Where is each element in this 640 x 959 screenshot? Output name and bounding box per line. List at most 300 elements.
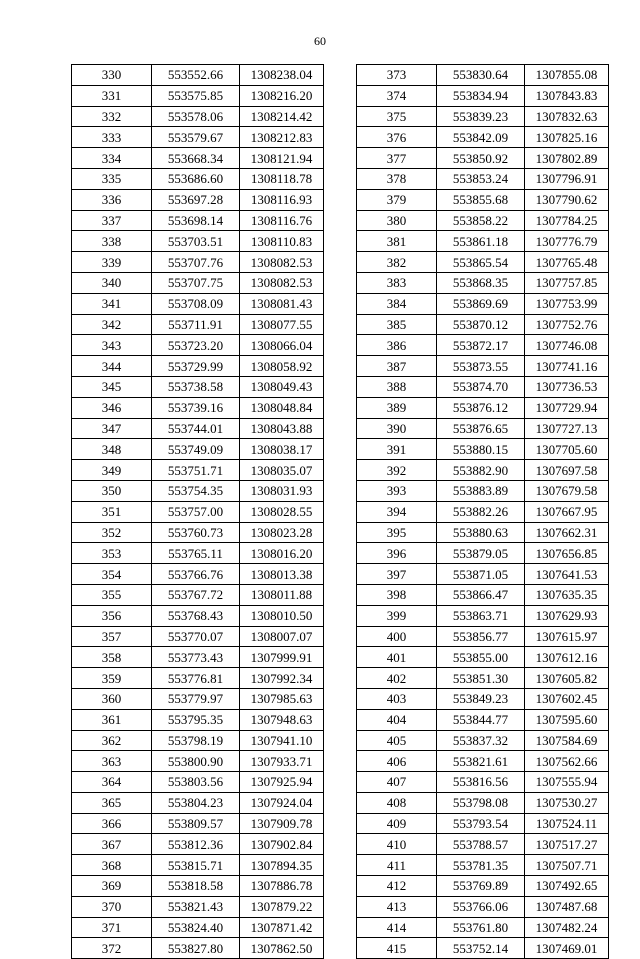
point-number-cell: 415 xyxy=(357,938,437,959)
y-coordinate-cell: 1307985.63 xyxy=(240,688,324,709)
point-number-cell: 375 xyxy=(357,106,437,127)
x-coordinate-cell: 553738.58 xyxy=(152,376,240,397)
x-coordinate-cell: 553798.08 xyxy=(437,792,525,813)
x-coordinate-cell: 553876.12 xyxy=(437,397,525,418)
table-row xyxy=(357,772,609,793)
table-row xyxy=(357,418,609,439)
table-row xyxy=(72,127,324,148)
table-row xyxy=(357,376,609,397)
table-row xyxy=(72,876,324,897)
y-coordinate-cell: 1307843.83 xyxy=(525,85,609,106)
y-coordinate-cell: 1308077.55 xyxy=(240,314,324,335)
x-coordinate-cell: 553863.71 xyxy=(437,605,525,626)
point-number-cell: 370 xyxy=(72,896,152,917)
point-number-cell: 343 xyxy=(72,335,152,356)
point-number-cell: 399 xyxy=(357,605,437,626)
table-row xyxy=(357,543,609,564)
y-coordinate-cell: 1307894.35 xyxy=(240,855,324,876)
table-row xyxy=(357,647,609,668)
table-row xyxy=(357,168,609,189)
point-number-cell: 337 xyxy=(72,210,152,231)
x-coordinate-cell: 553793.54 xyxy=(437,813,525,834)
y-coordinate-cell: 1308238.04 xyxy=(240,65,324,86)
x-coordinate-cell: 553869.69 xyxy=(437,293,525,314)
point-number-cell: 394 xyxy=(357,501,437,522)
x-coordinate-cell: 553686.60 xyxy=(152,168,240,189)
y-coordinate-cell: 1307469.01 xyxy=(525,938,609,959)
y-coordinate-cell: 1308058.92 xyxy=(240,356,324,377)
point-number-cell: 334 xyxy=(72,148,152,169)
x-coordinate-cell: 553698.14 xyxy=(152,210,240,231)
point-number-cell: 393 xyxy=(357,480,437,501)
x-coordinate-cell: 553844.77 xyxy=(437,709,525,730)
point-number-cell: 352 xyxy=(72,522,152,543)
table-row xyxy=(357,293,609,314)
y-coordinate-cell: 1307862.50 xyxy=(240,938,324,959)
x-coordinate-cell: 553882.90 xyxy=(437,460,525,481)
point-number-cell: 372 xyxy=(72,938,152,959)
y-coordinate-cell: 1307629.93 xyxy=(525,605,609,626)
table-row xyxy=(72,65,324,86)
y-coordinate-cell: 1307796.91 xyxy=(525,168,609,189)
x-coordinate-cell: 553873.55 xyxy=(437,356,525,377)
table-row xyxy=(72,252,324,273)
point-number-cell: 354 xyxy=(72,564,152,585)
point-number-cell: 350 xyxy=(72,480,152,501)
table-row xyxy=(357,813,609,834)
table-row xyxy=(72,460,324,481)
x-coordinate-cell: 553800.90 xyxy=(152,751,240,772)
x-coordinate-cell: 553749.09 xyxy=(152,439,240,460)
y-coordinate-cell: 1307753.99 xyxy=(525,293,609,314)
point-number-cell: 338 xyxy=(72,231,152,252)
y-coordinate-cell: 1308011.88 xyxy=(240,584,324,605)
point-number-cell: 378 xyxy=(357,168,437,189)
table-row xyxy=(72,231,324,252)
point-number-cell: 366 xyxy=(72,813,152,834)
y-coordinate-cell: 1307612.16 xyxy=(525,647,609,668)
point-number-cell: 344 xyxy=(72,356,152,377)
x-coordinate-cell: 553815.71 xyxy=(152,855,240,876)
table-row xyxy=(357,272,609,293)
point-number-cell: 380 xyxy=(357,210,437,231)
point-number-cell: 351 xyxy=(72,501,152,522)
y-coordinate-cell: 1307641.53 xyxy=(525,564,609,585)
table-row xyxy=(357,397,609,418)
y-coordinate-cell: 1307790.62 xyxy=(525,189,609,210)
table-row xyxy=(72,855,324,876)
y-coordinate-cell: 1308035.07 xyxy=(240,460,324,481)
x-coordinate-cell: 553839.23 xyxy=(437,106,525,127)
table-row xyxy=(72,688,324,709)
table-row xyxy=(357,335,609,356)
point-number-cell: 390 xyxy=(357,418,437,439)
table-row xyxy=(72,272,324,293)
y-coordinate-cell: 1307562.66 xyxy=(525,751,609,772)
y-coordinate-cell: 1307667.95 xyxy=(525,501,609,522)
point-number-cell: 395 xyxy=(357,522,437,543)
y-coordinate-cell: 1307746.08 xyxy=(525,335,609,356)
y-coordinate-cell: 1308013.38 xyxy=(240,564,324,585)
point-number-cell: 331 xyxy=(72,85,152,106)
table-row xyxy=(72,751,324,772)
x-coordinate-cell: 553776.81 xyxy=(152,668,240,689)
point-number-cell: 379 xyxy=(357,189,437,210)
point-number-cell: 361 xyxy=(72,709,152,730)
y-coordinate-cell: 1307832.63 xyxy=(525,106,609,127)
x-coordinate-cell: 553850.92 xyxy=(437,148,525,169)
x-coordinate-cell: 553757.00 xyxy=(152,501,240,522)
table-row xyxy=(72,501,324,522)
table-row xyxy=(357,480,609,501)
table-row xyxy=(72,626,324,647)
y-coordinate-cell: 1307605.82 xyxy=(525,668,609,689)
y-coordinate-cell: 1307992.34 xyxy=(240,668,324,689)
table-row xyxy=(357,792,609,813)
y-coordinate-cell: 1307871.42 xyxy=(240,917,324,938)
y-coordinate-cell: 1307909.78 xyxy=(240,813,324,834)
table-row xyxy=(357,460,609,481)
coordinates-table-left xyxy=(71,64,324,959)
point-number-cell: 368 xyxy=(72,855,152,876)
table-row xyxy=(357,855,609,876)
y-coordinate-cell: 1307933.71 xyxy=(240,751,324,772)
point-number-cell: 410 xyxy=(357,834,437,855)
table-row xyxy=(357,876,609,897)
x-coordinate-cell: 553668.34 xyxy=(152,148,240,169)
y-coordinate-cell: 1308049.43 xyxy=(240,376,324,397)
x-coordinate-cell: 553851.30 xyxy=(437,668,525,689)
y-coordinate-cell: 1307925.94 xyxy=(240,772,324,793)
y-coordinate-cell: 1307948.63 xyxy=(240,709,324,730)
table-row xyxy=(357,751,609,772)
y-coordinate-cell: 1307492.65 xyxy=(525,876,609,897)
y-coordinate-cell: 1307776.79 xyxy=(525,231,609,252)
x-coordinate-cell: 553697.28 xyxy=(152,189,240,210)
y-coordinate-cell: 1307765.48 xyxy=(525,252,609,273)
point-number-cell: 396 xyxy=(357,543,437,564)
table-row xyxy=(72,938,324,959)
table-row xyxy=(72,189,324,210)
x-coordinate-cell: 553827.80 xyxy=(152,938,240,959)
table-row xyxy=(72,106,324,127)
x-coordinate-cell: 553804.23 xyxy=(152,792,240,813)
table-row xyxy=(72,293,324,314)
table-row xyxy=(72,376,324,397)
point-number-cell: 332 xyxy=(72,106,152,127)
point-number-cell: 398 xyxy=(357,584,437,605)
point-number-cell: 409 xyxy=(357,813,437,834)
x-coordinate-cell: 553824.40 xyxy=(152,917,240,938)
x-coordinate-cell: 553773.43 xyxy=(152,647,240,668)
x-coordinate-cell: 553711.91 xyxy=(152,314,240,335)
table-row xyxy=(357,106,609,127)
table-row xyxy=(357,252,609,273)
y-coordinate-cell: 1308031.93 xyxy=(240,480,324,501)
point-number-cell: 364 xyxy=(72,772,152,793)
point-number-cell: 359 xyxy=(72,668,152,689)
point-number-cell: 412 xyxy=(357,876,437,897)
x-coordinate-cell: 553798.19 xyxy=(152,730,240,751)
x-coordinate-cell: 553855.00 xyxy=(437,647,525,668)
x-coordinate-cell: 553752.14 xyxy=(437,938,525,959)
x-coordinate-cell: 553729.99 xyxy=(152,356,240,377)
y-coordinate-cell: 1307635.35 xyxy=(525,584,609,605)
x-coordinate-cell: 553880.63 xyxy=(437,522,525,543)
y-coordinate-cell: 1308214.42 xyxy=(240,106,324,127)
table-row xyxy=(357,210,609,231)
x-coordinate-cell: 553766.76 xyxy=(152,564,240,585)
table-row xyxy=(357,231,609,252)
point-number-cell: 357 xyxy=(72,626,152,647)
x-coordinate-cell: 553795.35 xyxy=(152,709,240,730)
x-coordinate-cell: 553754.35 xyxy=(152,480,240,501)
x-coordinate-cell: 553765.11 xyxy=(152,543,240,564)
point-number-cell: 358 xyxy=(72,647,152,668)
x-coordinate-cell: 553751.71 xyxy=(152,460,240,481)
table-row xyxy=(72,813,324,834)
table-row xyxy=(72,584,324,605)
x-coordinate-cell: 553739.16 xyxy=(152,397,240,418)
y-coordinate-cell: 1307741.16 xyxy=(525,356,609,377)
x-coordinate-cell: 553879.05 xyxy=(437,543,525,564)
table-row xyxy=(72,647,324,668)
table-row xyxy=(357,439,609,460)
point-number-cell: 335 xyxy=(72,168,152,189)
point-number-cell: 383 xyxy=(357,272,437,293)
point-number-cell: 347 xyxy=(72,418,152,439)
y-coordinate-cell: 1307736.53 xyxy=(525,376,609,397)
table-row xyxy=(357,564,609,585)
y-coordinate-cell: 1308081.43 xyxy=(240,293,324,314)
y-coordinate-cell: 1308028.55 xyxy=(240,501,324,522)
table-row xyxy=(72,522,324,543)
x-coordinate-cell: 553858.22 xyxy=(437,210,525,231)
x-coordinate-cell: 553760.73 xyxy=(152,522,240,543)
y-coordinate-cell: 1307595.60 xyxy=(525,709,609,730)
x-coordinate-cell: 553788.57 xyxy=(437,834,525,855)
x-coordinate-cell: 553874.70 xyxy=(437,376,525,397)
x-coordinate-cell: 553552.66 xyxy=(152,65,240,86)
x-coordinate-cell: 553575.85 xyxy=(152,85,240,106)
x-coordinate-cell: 553707.76 xyxy=(152,252,240,273)
y-coordinate-cell: 1307752.76 xyxy=(525,314,609,335)
point-number-cell: 386 xyxy=(357,335,437,356)
point-number-cell: 413 xyxy=(357,896,437,917)
x-coordinate-cell: 553830.64 xyxy=(437,65,525,86)
point-number-cell: 371 xyxy=(72,917,152,938)
point-number-cell: 345 xyxy=(72,376,152,397)
table-row xyxy=(357,85,609,106)
coordinates-table-right xyxy=(356,64,609,959)
point-number-cell: 402 xyxy=(357,668,437,689)
x-coordinate-cell: 553803.56 xyxy=(152,772,240,793)
point-number-cell: 381 xyxy=(357,231,437,252)
point-number-cell: 387 xyxy=(357,356,437,377)
point-number-cell: 374 xyxy=(357,85,437,106)
point-number-cell: 339 xyxy=(72,252,152,273)
x-coordinate-cell: 553842.09 xyxy=(437,127,525,148)
table-row xyxy=(357,709,609,730)
point-number-cell: 346 xyxy=(72,397,152,418)
table-row xyxy=(72,397,324,418)
table-row xyxy=(72,772,324,793)
point-number-cell: 373 xyxy=(357,65,437,86)
table-row xyxy=(72,668,324,689)
table-row xyxy=(72,356,324,377)
y-coordinate-cell: 1307784.25 xyxy=(525,210,609,231)
point-number-cell: 401 xyxy=(357,647,437,668)
point-number-cell: 333 xyxy=(72,127,152,148)
table-row xyxy=(357,730,609,751)
x-coordinate-cell: 553816.56 xyxy=(437,772,525,793)
y-coordinate-cell: 1308216.20 xyxy=(240,85,324,106)
y-coordinate-cell: 1307705.60 xyxy=(525,439,609,460)
y-coordinate-cell: 1308082.53 xyxy=(240,272,324,293)
table-row xyxy=(72,564,324,585)
x-coordinate-cell: 553876.65 xyxy=(437,418,525,439)
table-row xyxy=(357,65,609,86)
table-row xyxy=(357,356,609,377)
table-row xyxy=(357,938,609,959)
table-row xyxy=(357,522,609,543)
y-coordinate-cell: 1308121.94 xyxy=(240,148,324,169)
table-row xyxy=(72,709,324,730)
x-coordinate-cell: 553769.89 xyxy=(437,876,525,897)
y-coordinate-cell: 1307825.16 xyxy=(525,127,609,148)
y-coordinate-cell: 1307802.89 xyxy=(525,148,609,169)
y-coordinate-cell: 1307727.13 xyxy=(525,418,609,439)
table-row xyxy=(72,85,324,106)
point-number-cell: 353 xyxy=(72,543,152,564)
x-coordinate-cell: 553761.80 xyxy=(437,917,525,938)
point-number-cell: 363 xyxy=(72,751,152,772)
point-number-cell: 392 xyxy=(357,460,437,481)
x-coordinate-cell: 553707.75 xyxy=(152,272,240,293)
table-row xyxy=(357,668,609,689)
x-coordinate-cell: 553744.01 xyxy=(152,418,240,439)
y-coordinate-cell: 1307656.85 xyxy=(525,543,609,564)
x-coordinate-cell: 553768.43 xyxy=(152,605,240,626)
y-coordinate-cell: 1307524.11 xyxy=(525,813,609,834)
point-number-cell: 369 xyxy=(72,876,152,897)
y-coordinate-cell: 1308007.07 xyxy=(240,626,324,647)
point-number-cell: 349 xyxy=(72,460,152,481)
point-number-cell: 405 xyxy=(357,730,437,751)
x-coordinate-cell: 553870.12 xyxy=(437,314,525,335)
x-coordinate-cell: 553708.09 xyxy=(152,293,240,314)
x-coordinate-cell: 553856.77 xyxy=(437,626,525,647)
table-row xyxy=(72,439,324,460)
point-number-cell: 400 xyxy=(357,626,437,647)
y-coordinate-cell: 1307487.68 xyxy=(525,896,609,917)
x-coordinate-cell: 553781.35 xyxy=(437,855,525,876)
y-coordinate-cell: 1308010.50 xyxy=(240,605,324,626)
point-number-cell: 376 xyxy=(357,127,437,148)
y-coordinate-cell: 1307507.71 xyxy=(525,855,609,876)
point-number-cell: 391 xyxy=(357,439,437,460)
y-coordinate-cell: 1308016.20 xyxy=(240,543,324,564)
y-coordinate-cell: 1307879.22 xyxy=(240,896,324,917)
point-number-cell: 384 xyxy=(357,293,437,314)
y-coordinate-cell: 1307482.24 xyxy=(525,917,609,938)
point-number-cell: 342 xyxy=(72,314,152,335)
table-row xyxy=(357,626,609,647)
x-coordinate-cell: 553868.35 xyxy=(437,272,525,293)
y-coordinate-cell: 1307615.97 xyxy=(525,626,609,647)
point-number-cell: 336 xyxy=(72,189,152,210)
y-coordinate-cell: 1307584.69 xyxy=(525,730,609,751)
y-coordinate-cell: 1308048.84 xyxy=(240,397,324,418)
x-coordinate-cell: 553579.67 xyxy=(152,127,240,148)
x-coordinate-cell: 553861.18 xyxy=(437,231,525,252)
x-coordinate-cell: 553883.89 xyxy=(437,480,525,501)
table-row xyxy=(72,314,324,335)
table-row xyxy=(72,792,324,813)
table-row xyxy=(357,688,609,709)
x-coordinate-cell: 553882.26 xyxy=(437,501,525,522)
point-number-cell: 340 xyxy=(72,272,152,293)
table-row xyxy=(357,501,609,522)
y-coordinate-cell: 1307886.78 xyxy=(240,876,324,897)
table-row xyxy=(357,584,609,605)
y-coordinate-cell: 1307999.91 xyxy=(240,647,324,668)
table-row xyxy=(357,148,609,169)
point-number-cell: 365 xyxy=(72,792,152,813)
x-coordinate-cell: 553818.58 xyxy=(152,876,240,897)
x-coordinate-cell: 553837.32 xyxy=(437,730,525,751)
y-coordinate-cell: 1308110.83 xyxy=(240,231,324,252)
y-coordinate-cell: 1308118.78 xyxy=(240,168,324,189)
table-row xyxy=(357,917,609,938)
y-coordinate-cell: 1308116.76 xyxy=(240,210,324,231)
point-number-cell: 355 xyxy=(72,584,152,605)
x-coordinate-cell: 553855.68 xyxy=(437,189,525,210)
table-row xyxy=(72,210,324,231)
table-row xyxy=(357,189,609,210)
table-row xyxy=(72,480,324,501)
y-coordinate-cell: 1307517.27 xyxy=(525,834,609,855)
table-row xyxy=(72,605,324,626)
x-coordinate-cell: 553853.24 xyxy=(437,168,525,189)
x-coordinate-cell: 553578.06 xyxy=(152,106,240,127)
point-number-cell: 414 xyxy=(357,917,437,938)
x-coordinate-cell: 553834.94 xyxy=(437,85,525,106)
point-number-cell: 408 xyxy=(357,792,437,813)
point-number-cell: 389 xyxy=(357,397,437,418)
y-coordinate-cell: 1307679.58 xyxy=(525,480,609,501)
x-coordinate-cell: 553880.15 xyxy=(437,439,525,460)
table-row xyxy=(357,834,609,855)
table-row xyxy=(357,605,609,626)
x-coordinate-cell: 553821.43 xyxy=(152,896,240,917)
x-coordinate-cell: 553723.20 xyxy=(152,335,240,356)
x-coordinate-cell: 553865.54 xyxy=(437,252,525,273)
table-row xyxy=(357,314,609,335)
table-row xyxy=(72,335,324,356)
x-coordinate-cell: 553770.07 xyxy=(152,626,240,647)
x-coordinate-cell: 553812.36 xyxy=(152,834,240,855)
point-number-cell: 404 xyxy=(357,709,437,730)
table-row xyxy=(357,127,609,148)
y-coordinate-cell: 1308082.53 xyxy=(240,252,324,273)
y-coordinate-cell: 1307555.94 xyxy=(525,772,609,793)
point-number-cell: 367 xyxy=(72,834,152,855)
table-row xyxy=(72,418,324,439)
table-row xyxy=(357,896,609,917)
x-coordinate-cell: 553872.17 xyxy=(437,335,525,356)
point-number-cell: 406 xyxy=(357,751,437,772)
